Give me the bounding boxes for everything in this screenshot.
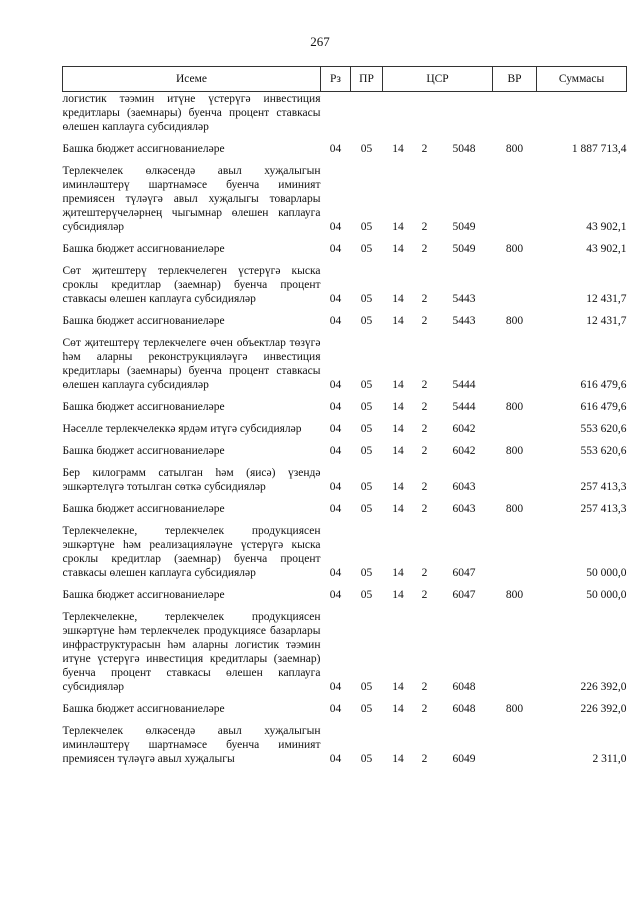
- header-name: Исеме: [63, 67, 321, 92]
- row-pr: 05: [360, 221, 373, 233]
- row-csr-3: 6043: [452, 481, 476, 493]
- row-name: Сөт җитештерү терлекчелеге өчен объектлар төзүгә һәм аларны реконструкцияләүгә инвестиция кредитлары (заемнары) буенча процент ставкасы өлешен каплауга субсидияләр: [62, 337, 321, 391]
- table-row: [63, 264, 627, 306]
- table-row: [63, 336, 627, 392]
- row-pr: 05: [360, 401, 373, 413]
- row-pr: 05: [360, 703, 373, 715]
- row-csr-2: 2: [421, 315, 428, 327]
- row-csr-3: 6043: [452, 503, 476, 515]
- row-spacer-cell: [63, 494, 627, 502]
- row-csr-1: 14: [392, 703, 404, 715]
- row-csr-2: 2: [421, 481, 428, 493]
- row-csr-1: 14: [392, 221, 404, 233]
- row-csr-2: 2: [421, 423, 428, 435]
- row-name: Башка бюджет ассигнованиеләре: [62, 315, 225, 327]
- row-csr-3: 5443: [452, 315, 476, 327]
- row-spacer-cell: [63, 328, 627, 336]
- row-rz: 04: [329, 379, 342, 391]
- row-sum: 616 479,6: [580, 379, 627, 391]
- row-csr-2: 2: [421, 703, 428, 715]
- row-pr: 05: [360, 503, 373, 515]
- row-sum: 2 311,0: [592, 753, 627, 765]
- row-csr-2: 2: [421, 445, 428, 457]
- table-row: [63, 702, 627, 716]
- row-spacer-cell: [63, 256, 627, 264]
- row-csr-3: 5444: [452, 401, 476, 413]
- row-csr-3: 6048: [452, 703, 476, 715]
- row-csr-3: 5049: [452, 221, 476, 233]
- table-row: [63, 314, 627, 328]
- row-spacer-cell: [63, 414, 627, 422]
- row-sum: 43 902,1: [586, 243, 627, 255]
- row-csr-2: 2: [421, 681, 428, 693]
- row-csr-2: 2: [421, 401, 428, 413]
- row-csr-1: 14: [392, 589, 404, 601]
- row-pr: 05: [360, 481, 373, 493]
- row-rz: 04: [329, 503, 342, 515]
- row-spacer-cell: [63, 458, 627, 466]
- row-csr-3: 6042: [452, 445, 476, 457]
- row-vr: 800: [505, 503, 524, 515]
- row-vr: 800: [505, 445, 524, 457]
- row-csr-2: 2: [421, 293, 428, 305]
- row-spacer-cell: [63, 234, 627, 242]
- row-sum: 257 413,3: [580, 503, 627, 515]
- row-spacer: [63, 694, 627, 702]
- row-csr-2: 2: [421, 143, 428, 155]
- table-row: [63, 724, 627, 766]
- row-pr: [351, 92, 383, 135]
- row-sum: 50 000,0: [586, 567, 627, 579]
- row-spacer: [63, 306, 627, 314]
- row-csr-1: 14: [392, 681, 404, 693]
- row-vr: [493, 610, 537, 694]
- row-csr-1: 14: [392, 503, 404, 515]
- row-vr: [493, 336, 537, 392]
- table-body: [63, 92, 627, 767]
- row-csr-1: 14: [392, 143, 404, 155]
- row-vr: [493, 264, 537, 306]
- row-spacer: [63, 414, 627, 422]
- table-row: [63, 422, 627, 436]
- table-row: [63, 466, 627, 494]
- row-csr-3: 6047: [452, 567, 476, 579]
- row-name: Терлекчелек өлкәсендә авыл хуҗалыгын иминләштерү шартнамәсе буенча иминият премиясен түләүгә авыл хуҗалыгы: [62, 725, 321, 765]
- row-pr: 05: [360, 143, 373, 155]
- row-csr-3: 5049: [452, 243, 476, 255]
- row-pr: 05: [360, 243, 373, 255]
- row-csr-2: 2: [421, 753, 428, 765]
- row-name: Терлекчелекне, терлекчелек продукциясен эшкәртүне һәм терлекчелек продукциясе базарлары инфраструктурасын һәм аларны логистик тәэмин итүне үстерүгә инвестиция кредитлары (заемнар) буенча процент ставкасы өлешен каплауга субсидияләр: [62, 611, 321, 693]
- row-rz: 04: [329, 423, 342, 435]
- row-vr: 800: [505, 315, 524, 327]
- row-sum: 43 902,1: [586, 221, 627, 233]
- table-row: [63, 502, 627, 516]
- row-csr-3: 6048: [452, 681, 476, 693]
- row-spacer: [63, 156, 627, 164]
- row-rz: 04: [329, 143, 342, 155]
- row-csr-2: [414, 92, 436, 135]
- row-csr-1: 14: [392, 423, 404, 435]
- row-rz: 04: [329, 401, 342, 413]
- row-sum: 50 000,0: [586, 589, 627, 601]
- row-pr: 05: [360, 589, 373, 601]
- row-csr-1: [383, 92, 414, 135]
- row-name: Башка бюджет ассигнованиеләре: [62, 445, 225, 457]
- row-rz: 04: [329, 243, 342, 255]
- table-header-row: [63, 67, 627, 92]
- row-vr: 800: [505, 243, 524, 255]
- row-spacer: [63, 234, 627, 242]
- row-sum: 226 392,0: [580, 681, 627, 693]
- table-row: [63, 242, 627, 256]
- row-csr-1: 14: [392, 293, 404, 305]
- row-vr: 800: [505, 401, 524, 413]
- row-spacer-cell: [63, 580, 627, 588]
- row-csr-2: 2: [421, 503, 428, 515]
- row-spacer: [63, 516, 627, 524]
- row-spacer: [63, 494, 627, 502]
- row-csr-3: 6049: [452, 753, 476, 765]
- row-sum: 1 887 713,4: [571, 143, 627, 155]
- table-row: [63, 588, 627, 602]
- row-name: Башка бюджет ассигнованиеләре: [62, 143, 225, 155]
- row-csr-1: 14: [392, 315, 404, 327]
- row-spacer: [63, 436, 627, 444]
- row-spacer-cell: [63, 516, 627, 524]
- table-row: [63, 142, 627, 156]
- row-spacer-cell: [63, 306, 627, 314]
- row-sum: 12 431,7: [586, 315, 627, 327]
- row-pr: 05: [360, 423, 373, 435]
- row-spacer: [63, 580, 627, 588]
- row-csr-3: 5443: [452, 293, 476, 305]
- row-spacer-cell: [63, 156, 627, 164]
- row-rz: 04: [329, 753, 342, 765]
- row-rz: 04: [329, 315, 342, 327]
- row-name: Башка бюджет ассигнованиеләре: [62, 703, 225, 715]
- row-spacer: [63, 256, 627, 264]
- row-csr-1: 14: [392, 379, 404, 391]
- row-name: Башка бюджет ассигнованиеләре: [62, 589, 225, 601]
- row-name: Башка бюджет ассигнованиеләре: [62, 503, 225, 515]
- row-csr-1: 14: [392, 567, 404, 579]
- row-csr-1: 14: [392, 445, 404, 457]
- row-csr-2: 2: [421, 221, 428, 233]
- row-rz: 04: [329, 589, 342, 601]
- header-csr: ЦСР: [383, 67, 493, 92]
- row-pr: 05: [360, 445, 373, 457]
- row-vr: [493, 92, 537, 135]
- row-name: Нәселле терлекчелеккә ярдәм итүгә субсидияләр: [62, 423, 302, 435]
- row-sum: 12 431,7: [586, 293, 627, 305]
- row-csr-3: 6042: [452, 423, 476, 435]
- row-pr: 05: [360, 293, 373, 305]
- row-vr: [493, 422, 537, 436]
- row-sum: 553 620,6: [580, 445, 627, 457]
- row-vr: [493, 724, 537, 766]
- row-csr-3: 6047: [452, 589, 476, 601]
- row-pr: 05: [360, 379, 373, 391]
- row-spacer: [63, 602, 627, 610]
- row-name: Терлекчелекне, терлекчелек продукциясен эшкәртүне һәм реализацияләүне үстерүгә кыска сроклы кредитлар (заемнар) буенча процент ставкасы өлешен каплауга субсидияләр: [62, 525, 321, 579]
- row-spacer-cell: [63, 436, 627, 444]
- row-pr: 05: [360, 315, 373, 327]
- table-row: [63, 444, 627, 458]
- table-row: [63, 610, 627, 694]
- row-rz: [321, 92, 351, 135]
- row-sum: 226 392,0: [580, 703, 627, 715]
- row-spacer-cell: [63, 134, 627, 142]
- row-rz: 04: [329, 681, 342, 693]
- table-row: [63, 92, 627, 135]
- row-sum: 257 413,3: [580, 481, 627, 493]
- row-spacer: [63, 392, 627, 400]
- row-vr: [493, 524, 537, 580]
- header-rz: Рз: [321, 67, 351, 92]
- row-pr: 05: [360, 681, 373, 693]
- row-rz: 04: [329, 445, 342, 457]
- row-vr: [493, 466, 537, 494]
- row-spacer: [63, 458, 627, 466]
- row-spacer-cell: [63, 602, 627, 610]
- header-vr: ВР: [493, 67, 537, 92]
- row-spacer: [63, 328, 627, 336]
- page-number: 267: [310, 34, 330, 49]
- row-csr-2: 2: [421, 567, 428, 579]
- row-pr: 05: [360, 567, 373, 579]
- row-rz: 04: [329, 481, 342, 493]
- row-csr-2: 2: [421, 379, 428, 391]
- row-pr: 05: [360, 753, 373, 765]
- row-spacer: [63, 716, 627, 724]
- row-sum: 553 620,6: [580, 423, 627, 435]
- row-rz: 04: [329, 221, 342, 233]
- row-csr-1: 14: [392, 243, 404, 255]
- row-spacer-cell: [63, 694, 627, 702]
- row-name: логистик тәэмин итүне үстерүгә инвестиция кредитлары (заемнары) буенча процент ставкасы өлешен каплауга субсидияләр: [62, 93, 321, 133]
- row-name: Башка бюджет ассигнованиеләре: [62, 243, 225, 255]
- row-sum: [537, 92, 627, 135]
- row-vr: [493, 164, 537, 234]
- row-vr: 800: [505, 589, 524, 601]
- table-row: [63, 164, 627, 234]
- row-rz: 04: [329, 703, 342, 715]
- row-csr-3: [436, 92, 493, 135]
- row-spacer-cell: [63, 392, 627, 400]
- row-csr-1: 14: [392, 753, 404, 765]
- budget-table: [62, 66, 627, 766]
- header-sum: Суммасы: [537, 67, 627, 92]
- row-csr-2: 2: [421, 589, 428, 601]
- row-spacer-cell: [63, 716, 627, 724]
- row-csr-3: 5444: [452, 379, 476, 391]
- row-csr-3: 5048: [452, 143, 476, 155]
- row-name: Терлекчелек өлкәсендә авыл хуҗалыгын иминләштерү шартнамәсе буенча иминият премиясен түләүгә авыл хуҗалыгы товарлары җитештерүчеләрнең чыгымнар өлешен каплауга субсидияләр: [62, 165, 321, 233]
- row-vr: 800: [505, 703, 524, 715]
- row-name: Сөт җитештерү терлекчелеген үстерүгә кыска сроклы кредитлар (заемнар) буенча процент ставкасы өлешен каплауга субсидияләр: [62, 265, 321, 305]
- table-row: [63, 400, 627, 414]
- row-sum: 616 479,6: [580, 401, 627, 413]
- row-csr-1: 14: [392, 481, 404, 493]
- table-row: [63, 524, 627, 580]
- row-spacer: [63, 134, 627, 142]
- row-rz: 04: [329, 293, 342, 305]
- row-csr-2: 2: [421, 243, 428, 255]
- row-rz: 04: [329, 567, 342, 579]
- header-pr: ПР: [351, 67, 383, 92]
- row-vr: 800: [505, 143, 524, 155]
- row-csr-1: 14: [392, 401, 404, 413]
- row-name: Башка бюджет ассигнованиеләре: [62, 401, 225, 413]
- row-name: Бер килограмм сатылган һәм (яисә) үзендә эшкәртелүгә тотылган сөткә субсидияләр: [62, 467, 321, 493]
